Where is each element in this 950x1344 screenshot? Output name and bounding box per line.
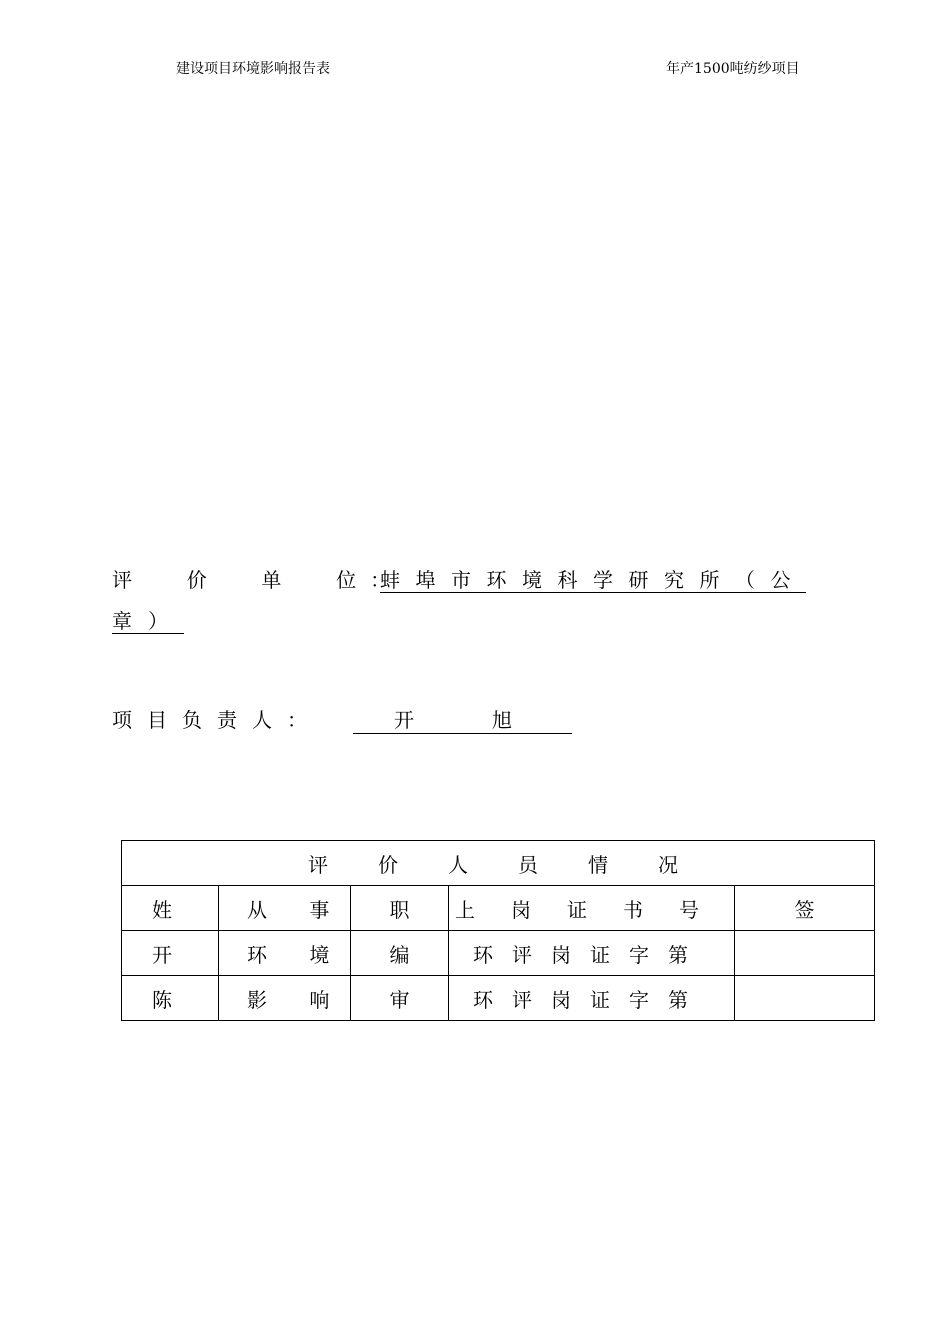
evaluation-unit-line <box>112 567 872 593</box>
header-field: 从 事 <box>219 886 351 931</box>
header-right: 年产1500吨纺纱项目 <box>666 61 800 77</box>
header-sign: 签 <box>735 886 875 931</box>
table-row <box>122 976 875 1021</box>
table-row <box>122 931 875 976</box>
header-cert-no: 上岗证书号 <box>449 886 735 931</box>
staff-table-caption-row <box>122 841 875 886</box>
cell-surname: 开 <box>122 931 219 976</box>
cell-field: 影 响 <box>219 976 351 1021</box>
header-left: 建设项目环境影响报告表 <box>176 61 330 77</box>
leader-name-second: 旭 <box>492 708 512 732</box>
staff-table-caption: 评价人员情况 <box>122 841 875 886</box>
evaluation-unit-value-cont: 章） <box>112 609 184 633</box>
evaluation-unit-line-2 <box>112 608 200 634</box>
cell-sign <box>735 931 875 976</box>
staff-table-header-row <box>122 886 875 931</box>
cell-sign <box>735 976 875 1021</box>
evaluation-unit-label: 评 价 单 位： <box>112 568 405 592</box>
evaluation-unit-value: 蚌埠市环境科学研究所（公 <box>380 568 806 592</box>
cell-title: 审 <box>351 976 449 1021</box>
project-leader-label: 项目负责人： <box>112 708 322 732</box>
cell-title: 编 <box>351 931 449 976</box>
cell-cert-no: 环评岗证字第 <box>449 931 735 976</box>
cell-surname: 陈 <box>122 976 219 1021</box>
leader-name-first: 开 <box>394 708 414 732</box>
staff-table <box>121 840 875 1021</box>
project-leader-name <box>353 707 572 734</box>
cell-field: 环 境 <box>219 931 351 976</box>
project-leader-line <box>112 707 512 733</box>
header-title: 职 <box>351 886 449 931</box>
cell-cert-no: 环评岗证字第 <box>449 976 735 1021</box>
header-surname: 姓 <box>122 886 219 931</box>
